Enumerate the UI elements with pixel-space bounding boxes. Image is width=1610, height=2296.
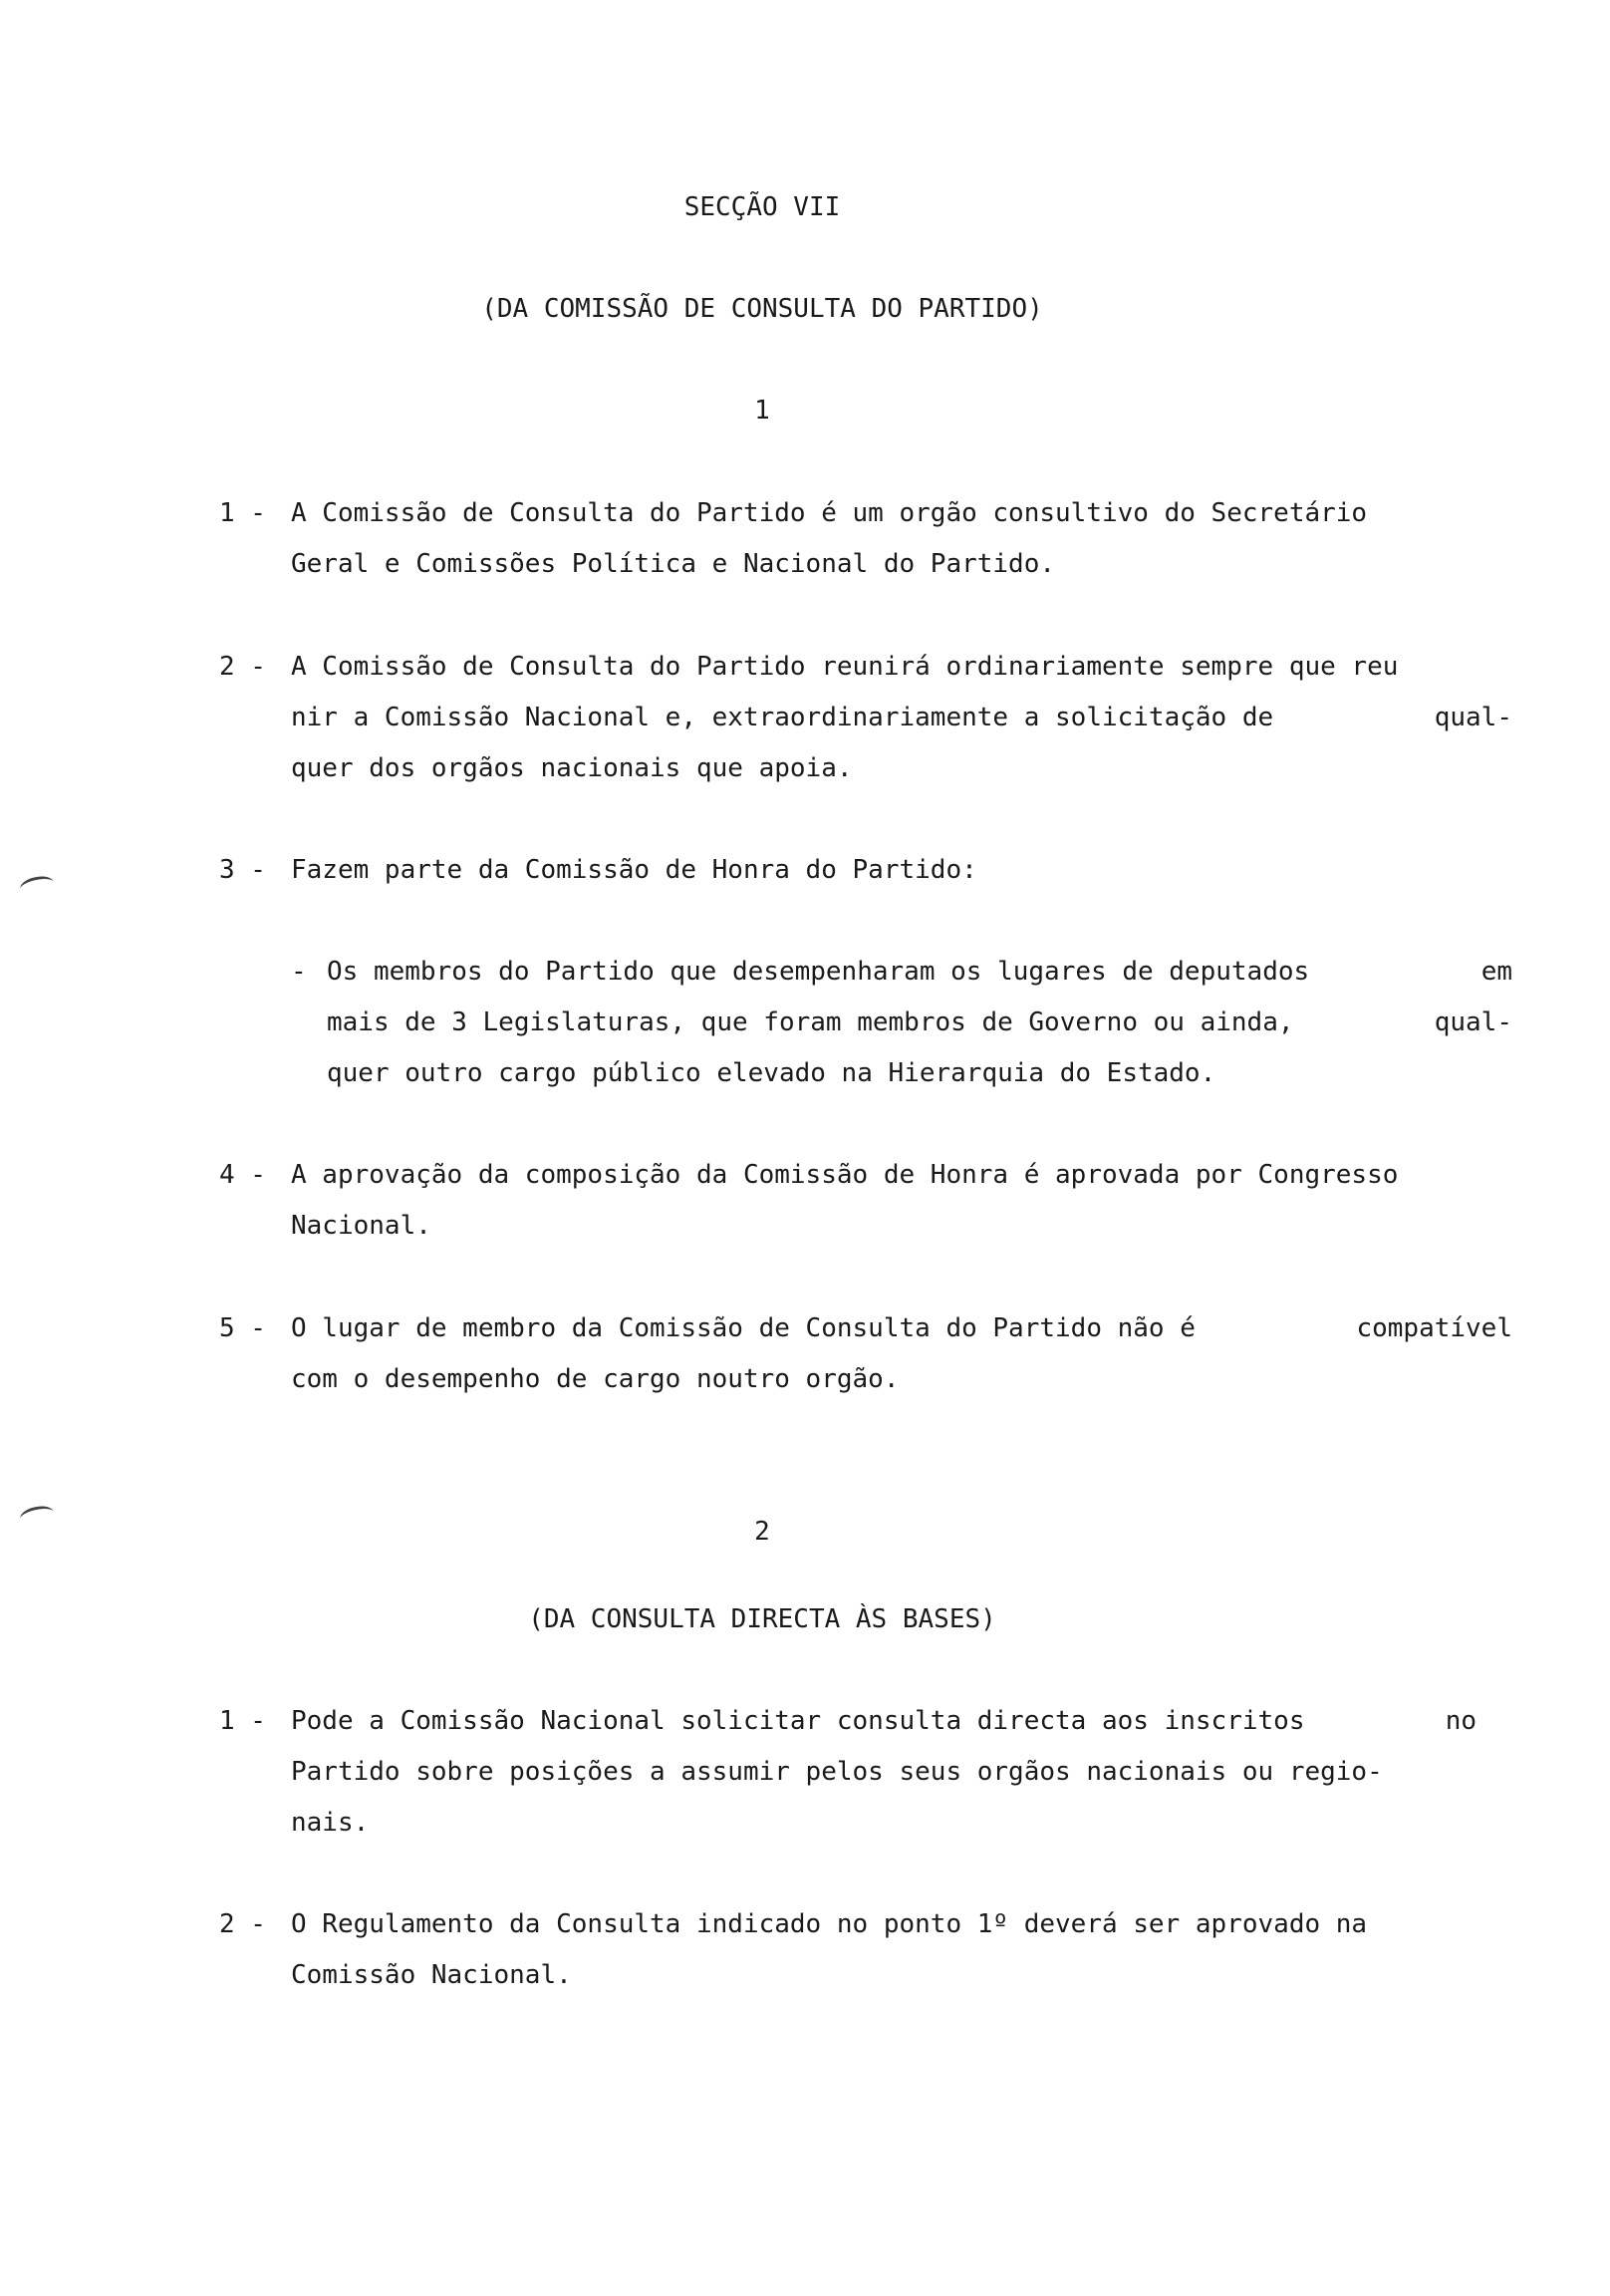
punch-mark xyxy=(19,874,56,898)
part-1-number: 1 xyxy=(754,396,770,426)
item-number: 1 - xyxy=(219,1706,266,1736)
item-text: Os membros do Partido que desempenharam os lugares de deputados xyxy=(327,957,1310,987)
item-line: A aprovação da composição da Comissão de Honra é aprovada por Congresso xyxy=(291,1160,1399,1190)
item-text: qual- xyxy=(1434,1007,1512,1037)
item-number: 4 - xyxy=(219,1160,266,1190)
item-line xyxy=(291,1706,1476,1736)
item-number: 2 - xyxy=(219,1909,266,1939)
item-number: 3 - xyxy=(219,855,266,885)
item-line xyxy=(291,1313,1512,1343)
item-line: nais. xyxy=(291,1808,370,1838)
item-line xyxy=(327,1007,1512,1037)
item-dash: - xyxy=(291,957,307,987)
item-text: compatível xyxy=(1356,1313,1512,1343)
item-text: no xyxy=(1445,1706,1476,1736)
item-line xyxy=(327,957,1512,987)
item-line: O Regulamento da Consulta indicado no ponto 1º deverá ser aprovado na xyxy=(291,1909,1368,1939)
item-text: nir a Comissão Nacional e, extraordinariamente a solicitação de xyxy=(291,703,1274,732)
item-line: com o desempenho de cargo noutro orgão. xyxy=(291,1364,900,1394)
item-text: O lugar de membro da Comissão de Consulta do Partido não é xyxy=(291,1313,1196,1343)
item-text: em xyxy=(1480,957,1512,987)
item-text: A Comissão de Consulta do Partido é um orgão consultivo do Secretário xyxy=(291,498,1368,528)
item-number: 5 - xyxy=(219,1313,266,1343)
section-subheading: (DA COMISSÃO DE CONSULTA DO PARTIDO) xyxy=(481,294,1043,324)
item-line xyxy=(291,703,1512,732)
item-line xyxy=(291,498,1512,528)
part-2-number: 2 xyxy=(754,1517,770,1547)
item-text: Pode a Comissão Nacional solicitar consulta directa aos inscritos xyxy=(291,1706,1305,1736)
item-line: A Comissão de Consulta do Partido reunirá ordinariamente sempre que reu xyxy=(291,652,1399,682)
item-line: quer outro cargo público elevado na Hierarquia do Estado. xyxy=(327,1058,1216,1088)
item-number: 1 - xyxy=(219,498,266,528)
item-line: Geral e Comissões Política e Nacional do Partido. xyxy=(291,549,1056,579)
item-text: qual- xyxy=(1434,703,1512,732)
item-line: Fazem parte da Comissão de Honra do Partido: xyxy=(291,855,977,885)
part-2-title: (DA CONSULTA DIRECTA ÀS BASES) xyxy=(528,1604,996,1634)
item-line: Comissão Nacional. xyxy=(291,1960,572,1990)
item-number: 2 - xyxy=(219,652,266,682)
section-heading: SECÇÃO VII xyxy=(683,192,841,222)
item-line: Partido sobre posições a assumir pelos seus orgãos nacionais ou regio- xyxy=(291,1757,1383,1787)
item-line: quer dos orgãos nacionais que apoia. xyxy=(291,753,853,783)
item-line: Nacional. xyxy=(291,1211,431,1241)
item-text: mais de 3 Legislaturas, que foram membros de Governo ou ainda, xyxy=(327,1007,1294,1037)
